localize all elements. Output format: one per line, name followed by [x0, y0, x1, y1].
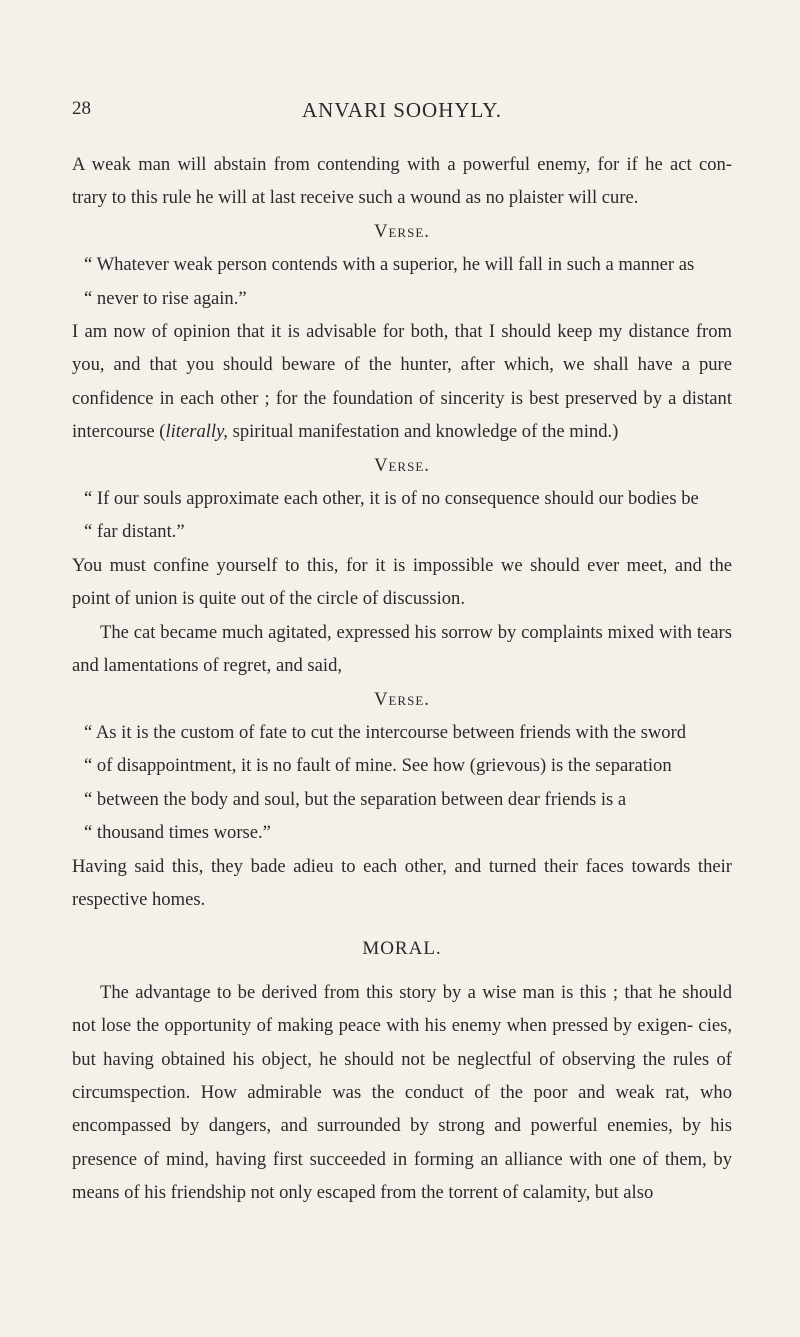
paragraph: The cat became much agitated, expressed his sorrow by complaints mixed with tears and lamentations of regret, and said,: [72, 621, 732, 677]
paragraph-text: I am now of opinion that it is advisable for both, that I should keep my distance from you, and that you should beware of the hunter, after which, we shall have a pure confidence in each other ; for the foundation of sincerity is best preserved by a distant intercourse (: [72, 321, 732, 443]
verse-line: “ As it is the custom of fate to cut the intercourse between friends with the sword: [84, 721, 687, 743]
verse-line: “ of disappointment, it is no fault of mine. See how (grievous) is the separation: [84, 755, 672, 777]
paragraph: [72, 315, 732, 449]
verse-heading: Verse.: [374, 220, 430, 242]
paragraph: Having said this, they bade adieu to each other, and turned their faces towards their respective homes.: [72, 855, 732, 910]
italic-word: literally,: [165, 421, 228, 443]
page-body: [72, 148, 732, 1210]
paragraph: The advantage to be derived from this story by a wise man is this ; that he should not lose the opportunity of making peace with his enemy when pressed by exigen- cies, but having obtained his object, he should not be neglectful of observing the rules of circumspection. How admirable was the conduct of the poor and weak rat, who encompassed by dangers, and surrounded by strong and powerful enemies, by his presence of mind, having first succeeded in forming an alliance with one of them, by means of his friendship not only escaped from the torrent of calamity, but also: [72, 981, 732, 1204]
verse-heading: Verse.: [374, 454, 430, 476]
verse-line: “ never to rise again.”: [84, 287, 247, 309]
paragraph: A weak man will abstain from contending with a powerful enemy, for if he act con- trary to this rule he will at last receive such a wound as no plaister will cure.: [72, 154, 732, 209]
verse-heading: Verse.: [374, 688, 430, 710]
verse-line: “ Whatever weak person contends with a superior, he will fall in such a manner as: [84, 254, 695, 276]
verse-line: “ thousand times worse.”: [84, 822, 271, 844]
page-number: 28: [72, 98, 91, 119]
paragraph-text: spiritual manifestation and knowledge of the mind.): [227, 421, 619, 443]
verse-line: “ between the body and soul, but the separation between dear friends is a: [84, 788, 627, 810]
verse-line: “ far distant.”: [84, 521, 185, 543]
moral-heading: MORAL.: [362, 938, 442, 960]
verse-line: “ If our souls approximate each other, it is of no consequence should our bodies be: [84, 488, 699, 510]
running-title: ANVARI SOOHYLY.: [302, 98, 502, 122]
paragraph: You must confine yourself to this, for it is impossible we should ever meet, and the point of union is quite out of the circle of discussion.: [72, 554, 732, 610]
page-header: [72, 98, 732, 128]
